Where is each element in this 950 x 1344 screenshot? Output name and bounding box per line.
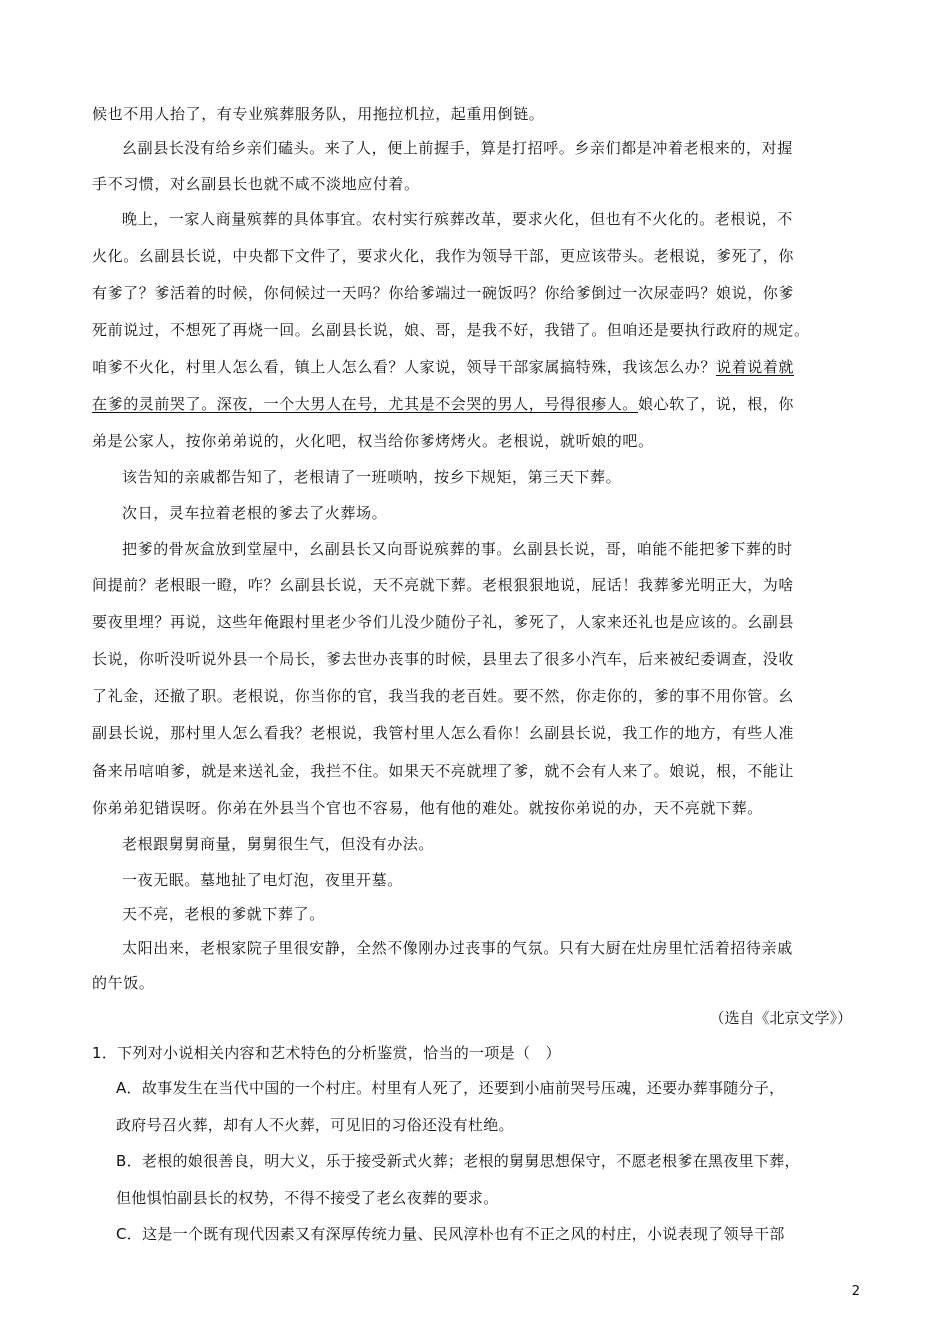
paragraph-line: 要夜里埋？再说，这些年俺跟村里老少爷们儿没少随份子礼，爹死了，人家来还礼也是应该的。幺副县 (92, 613, 795, 631)
paragraph-line: 晚上，一家人商量殡葬的具体事宜。农村实行殡葬改革，要求火化，但也有不火化的。老根说，不 (122, 210, 793, 228)
page-number: 2 (851, 1284, 860, 1299)
option-a-line-1: A．故事发生在当代中国的一个村庄。村里有人死了，还要到小庙前哭号压魂，还要办葬事随分子， (116, 1079, 785, 1097)
option-b-line-1: B．老根的娘很善良，明大义，乐于接受新式火葬；老根的舅舅思想保守，不愿老根爹在黑夜里下葬， (116, 1152, 800, 1170)
underlined-text: 在爹的灵前哭了。深夜，一个大男人在号，尤其是不会哭的男人，号得很瘆人。 (92, 395, 639, 413)
option-b-line-2: 但他惧怕副县长的权势，不得不接受了老幺夜葬的要求。 (116, 1189, 499, 1207)
paragraph-line: 天不亮，老根的爹就下葬了。 (122, 905, 325, 923)
paragraph-line: 弟是公家人，按你弟弟说的，火化吧，权当给你爹烤烤火。老根说，就听娘的吧。 (92, 432, 654, 450)
paragraph-line: 该告知的亲戚都告知了，老根请了一班唢呐，按乡下规矩，第三天下葬。 (122, 468, 622, 486)
paragraph-line: 手不习惯，对幺副县长也就不咸不淡地应付着。 (92, 175, 420, 193)
paragraph-line: 长说，你听没听说外县一个局长，爹去世办丧事的时候，县里去了很多小汽车，后来被纪委调查，没收 (92, 650, 795, 668)
paragraph-line: 次日，灵车拉着老根的爹去了火葬场。 (122, 504, 388, 522)
underlined-text: 说着说着就 (716, 358, 795, 376)
question-stem: 1．下列对小说相关内容和艺术特色的分析鉴赏，恰当的一项是（ ） (92, 1044, 561, 1062)
paragraph-line: 备来吊唁咱爹，就是来送礼金，我拦不住。如果天不亮就埋了爹，就不会有人来了。娘说，根，不能让 (92, 762, 795, 780)
plain-text: 娘心软了，说，根，你 (638, 395, 795, 413)
paragraph-line: 了礼金，还撤了职。老根说，你当你的官，我当我的老百姓。要不然，你走你的，爹的事不用你管。幺 (92, 687, 795, 705)
paragraph-line: 幺副县长没有给乡亲们磕头。来了人，便上前握手，算是打招呼。乡亲们都是冲着老根来的，对握 (122, 139, 793, 157)
option-c-line-1: C．这是一个既有现代因素又有深厚传统力量、民风淳朴也有不正之风的村庄，小说表现了领导干部 (116, 1225, 785, 1243)
paragraph-line: 副县长说，那村里人怎么看我？老根说，我管村里人怎么看你！幺副县长说，我工作的地方，有些人准 (92, 724, 795, 742)
paragraph-line: 一夜无眠。墓地扯了电灯泡，夜里开墓。 (122, 871, 403, 889)
paragraph-line: 间提前？老根眼一瞪，咋？幺副县长说，天不亮就下葬。老根狠狠地说，屁话！我葬爹光明正大，为啥 (92, 576, 795, 594)
paragraph-line: 候也不用人抬了，有专业殡葬服务队，用拖拉机拉，起重用倒链。 (92, 105, 545, 123)
paragraph-line (92, 357, 852, 377)
plain-text: 咱爹不火化，村里人怎么看，镇上人怎么看？人家说，领导干部家属搞特殊，我该怎么办？ (92, 358, 717, 376)
source-citation: （选自《北京文学》） (709, 1009, 852, 1027)
paragraph-line: 有爹了？爹活着的时候，你伺候过一天吗？你给爹端过一碗饭吗？你给爹倒过一次尿壶吗？娘说，你爹 (92, 284, 795, 302)
paragraph-line: 你弟弟犯错误呀。你弟在外县当个官也不容易，他有他的难处。就按你弟说的办，天不亮就下葬。 (92, 799, 763, 817)
paragraph-line: 把爹的骨灰盒放到堂屋中，幺副县长又向哥说殡葬的事。幺副县长说，哥，咱能不能把爹下葬的时 (122, 540, 793, 558)
paragraph-line: 死前说过，不想死了再烧一回。幺副县长说，娘、哥，是我不好，我错了。但咱还是要执行政府的规定。 (92, 321, 810, 339)
paragraph-line: 太阳出来，老根家院子里很安静，全然不像刚办过丧事的气氛。只有大厨在灶房里忙活着招待亲戚 (122, 939, 793, 957)
paragraph-line: 的午饭。 (92, 974, 155, 992)
paragraph-line: 老根跟舅舅商量，舅舅很生气，但没有办法。 (122, 835, 435, 853)
paragraph-line (92, 394, 852, 414)
paragraph-line: 火化。幺副县长说，中央都下文件了，要求火化，我作为领导干部，更应该带头。老根说，爹死了，你 (92, 247, 795, 265)
option-a-line-2: 政府号召火葬，却有人不火葬，可见旧的习俗还没有杜绝。 (116, 1116, 514, 1134)
